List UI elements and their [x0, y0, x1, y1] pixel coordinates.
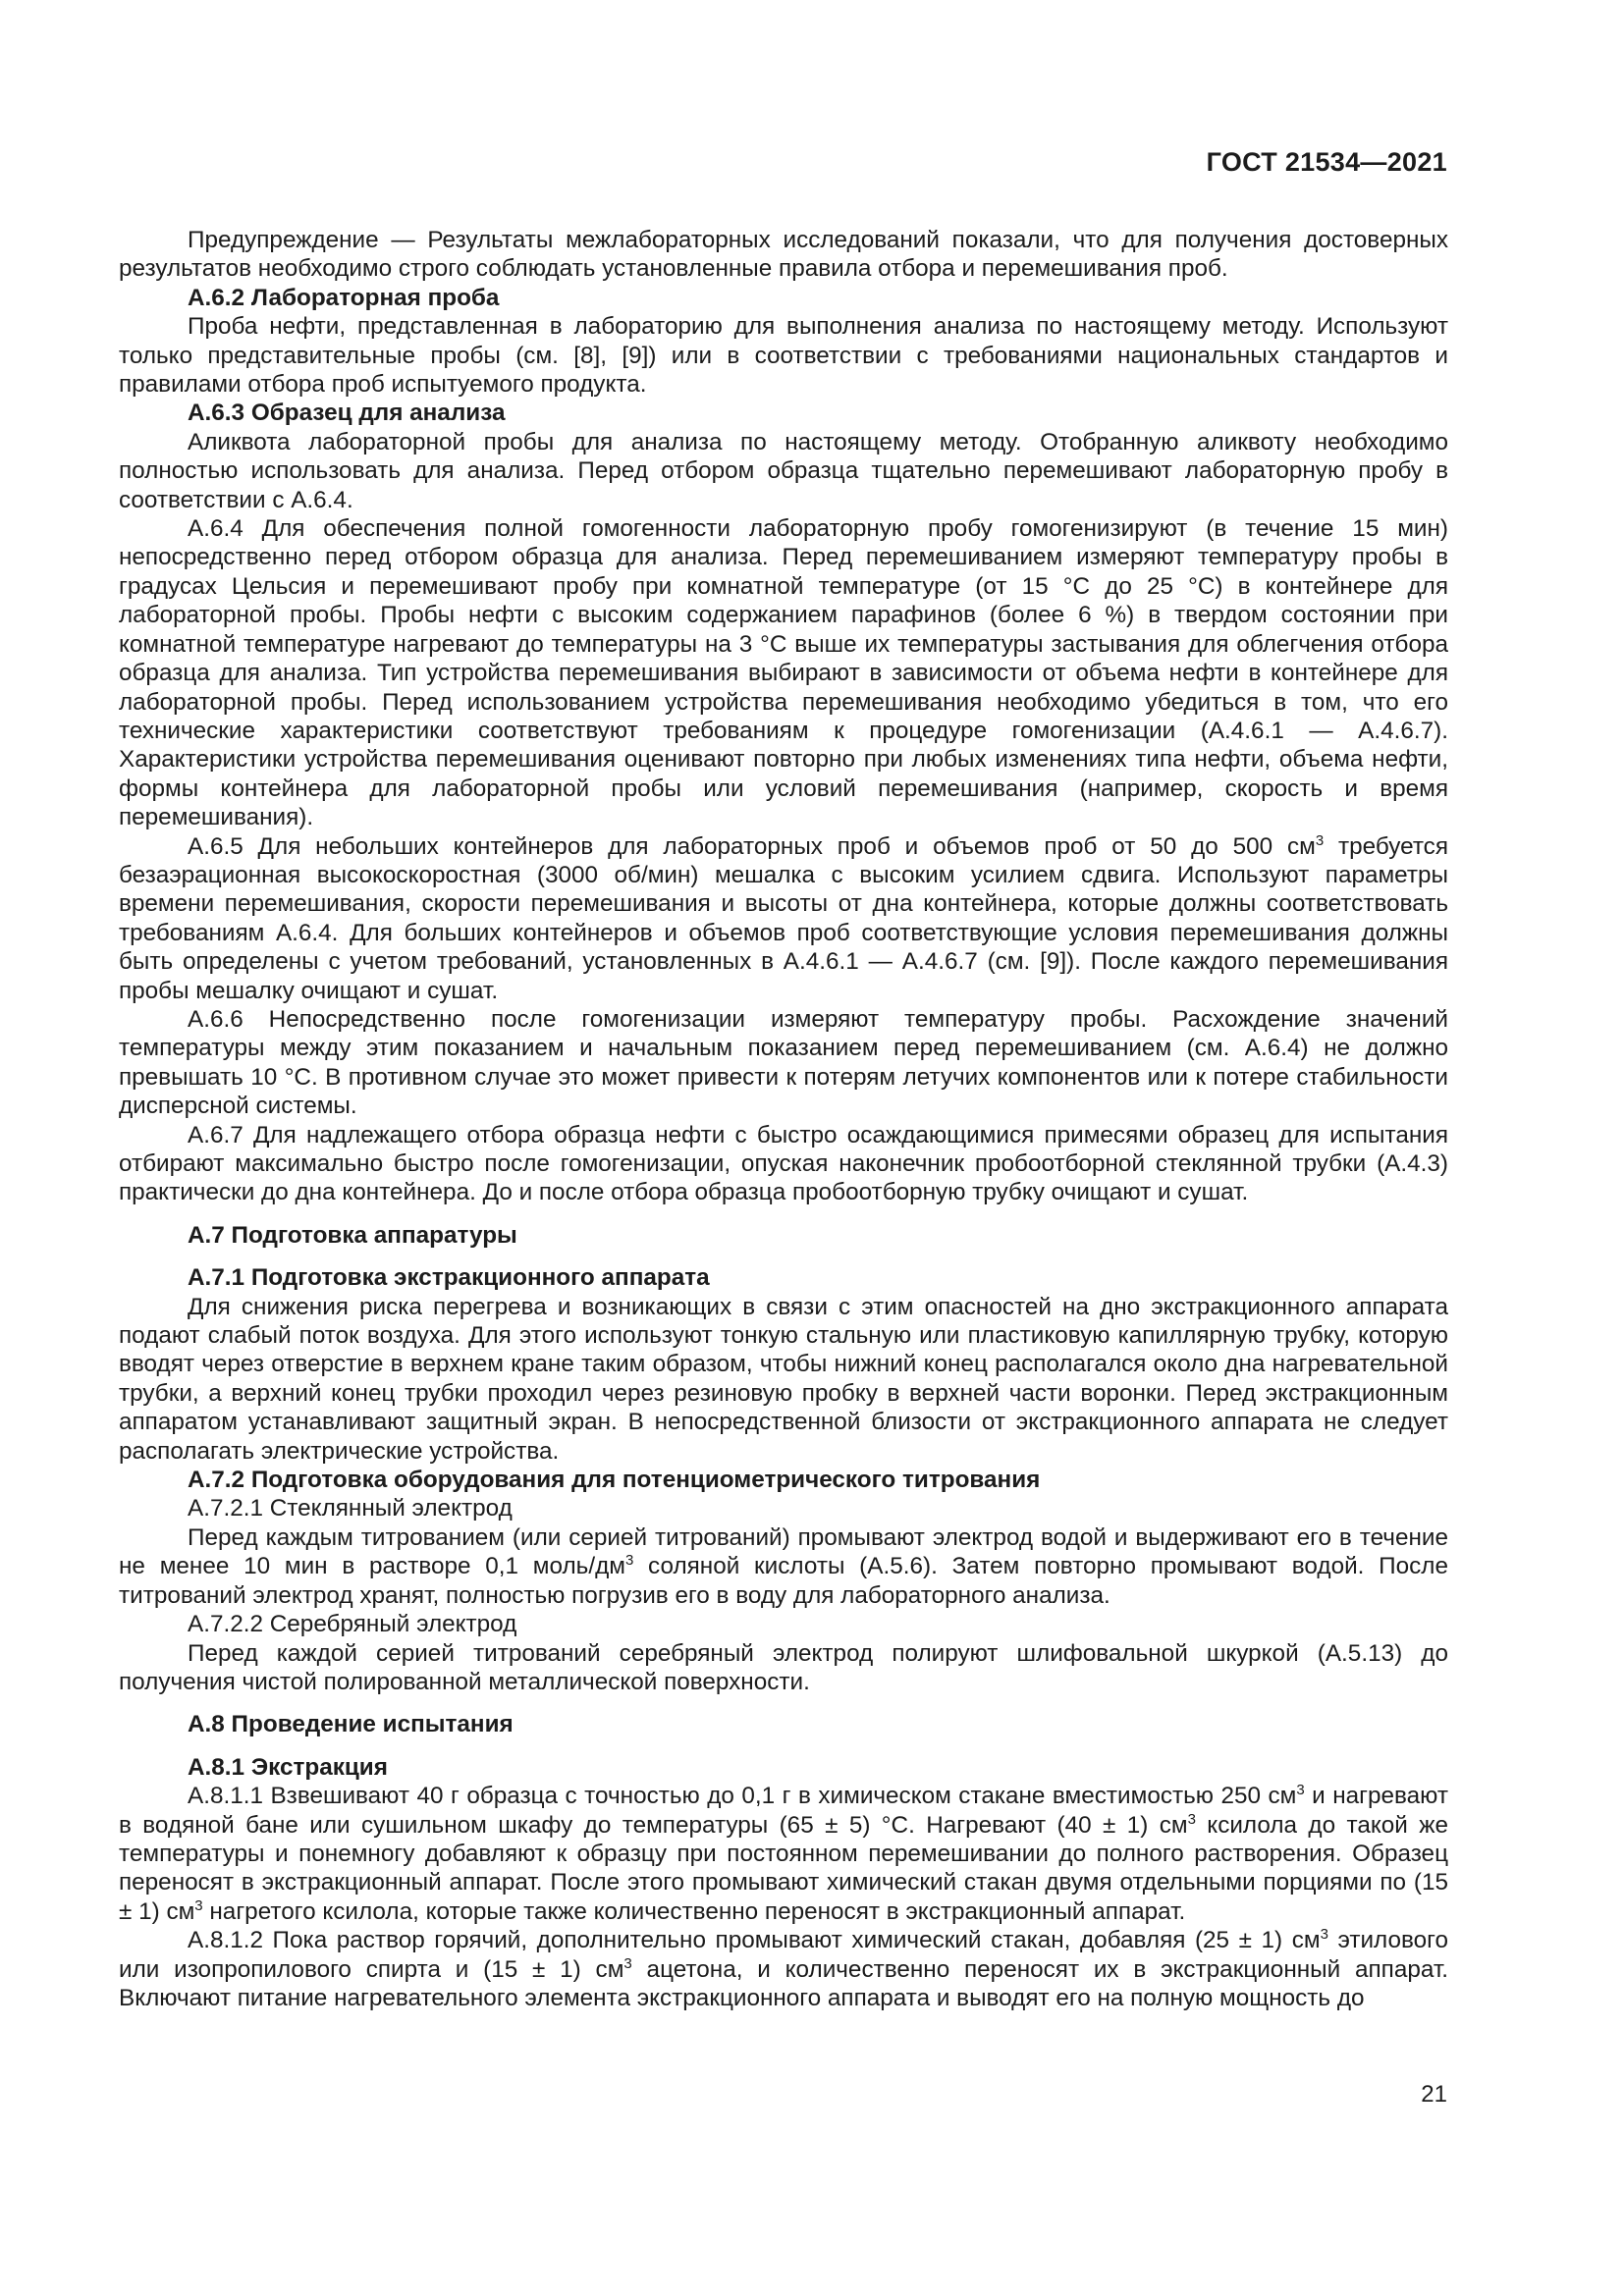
text-run: нагретого ксилола, которые также количественно переносят в экстракционный аппарат. [202, 1897, 1186, 1925]
page-number: 21 [1421, 2081, 1447, 2108]
superscript: 3 [624, 1552, 634, 1570]
heading-a-8-1: А.8.1 Экстракция [188, 1753, 388, 1781]
text-run: этилового или изопропилового спирта и (15 ± 1) см [119, 1927, 1448, 1983]
paragraph-a-7-1: Для снижения риска перегрева и возникающих в связи с этим опасностей на дно экстракционного аппарата подают слабый поток воздуха. Для этого используют тонкую стальную или пластиковую капиллярную трубку, которую вводят через отверстие в верхнем кране таким образом, чтобы нижний конец располагался около дна нагревательной трубки, а верхний конец трубки проходил через резиновую пробку в верхней части воронки. Перед экстракционным аппаратом устанавливают защитный экран. В непосредственной близости от экстракционного аппарата не следует располагать электрические устройства. [119, 1293, 1448, 1465]
text-run: А.6.5 Для небольших контейнеров для лабораторных проб и объемов проб от 50 до 500 см [188, 832, 1316, 860]
paragraph-a-6-2: Проба нефти, представленная в лабораторию для выполнения анализа по настоящему методу. Используют только представительные пробы (см. [8], [9]) или в соответствии с требованиями национальных стандартов и правилами отбора проб испытуемого продукта. [119, 313, 1448, 399]
document-number: ГОСТ 21534—2021 [1206, 147, 1447, 177]
superscript: 3 [194, 1896, 203, 1914]
paragraph-a-8-1-1 [119, 1782, 1448, 1926]
warning-paragraph: Предупреждение — Результаты межлабораторных исследований показали, что для получения достоверных результатов необходимо строго соблюдать установленные правила отбора и перемешивания проб. [119, 227, 1448, 283]
text-run: соляной кислоты (А.5.6). Затем повторно промывают водой. После титрований электрод хранят, полностью погрузив его в воду для лабораторного анализа. [119, 1553, 1448, 1609]
paragraph-a-7-2-1 [119, 1523, 1448, 1610]
heading-a-6-2: А.6.2 Лабораторная проба [188, 284, 500, 311]
superscript: 3 [1320, 1926, 1328, 1944]
text-run: ксилола до такой же температуры и понемногу добавляют к образцу при постоянном перемешивании до полного растворения. Образец переносят в экстракционный аппарат. После этого промывают химический стакан двумя отдельными порциями по (15 ± 1) см [119, 1811, 1448, 1925]
paragraph-a-6-6: А.6.6 Непосредственно после гомогенизации измеряют температуру пробы. Расхождение значений температуры между этим показанием и начальным показанием перед перемешиванием (см. А.6.4) не должно превышать 10 °С. В противном случае это может привести к потерям летучих компонентов или к потере стабильности дисперсной системы. [119, 1005, 1448, 1120]
paragraph-a-6-5 [119, 832, 1448, 1005]
superscript: 3 [1315, 831, 1325, 849]
text-run: ацетона, и количественно переносят их в экстракционный аппарат. Включают питание нагревательного элемента экстракционного аппарата и выводят его на полную мощность до [119, 1955, 1449, 2011]
superscript: 3 [1187, 1810, 1196, 1828]
paragraph-a-7-2-2: Перед каждой серией титрований серебряный электрод полируют шлифовальной шкуркой (А.5.13) до получения чистой полированной металлической поверхности. [119, 1639, 1448, 1695]
subheading-a-7-2-2: А.7.2.2 Серебряный электрод [188, 1611, 517, 1638]
paragraph-a-6-4: А.6.4 Для обеспечения полной гомогенности лабораторную пробу гомогенизируют (в течение 15 мин) непосредственно перед отбором образца для анализа. Перед перемешиванием измеряют температуру пробы в градусах Цельсия и перемешивают пробу при комнатной температуре (от 15 °С до 25 °С) в контейнере для лабораторной пробы. Пробы нефти с высоким содержанием парафинов (более 6 %) в твердом состоянии при комнатной температуре нагревают до температуры на 3 °С выше их температуры застывания для облегчения отбора образца для анализа. Тип устройства перемешивания выбирают в зависимости от объема нефти в контейнере для лабораторной пробы. Перед использованием устройства перемешивания необходимо убедиться в том, что его технические характеристики соответствуют требованиям к процедуре гомогенизации (А.4.6.1 — А.4.6.7). Характеристики устройства перемешивания оценивают повторно при любых изменениях типа нефти, объема нефти, формы контейнера для лабораторной пробы или условий перемешивания (например, скорость и время перемешивания). [119, 515, 1448, 831]
document-body [119, 226, 1448, 2012]
paragraph-a-8-1-2 [119, 1926, 1448, 2012]
paragraph-a-6-3: Аликвота лабораторной пробы для анализа по настоящему методу. Отобранную аликвоту необходимо полностью использовать для анализа. Перед отбором образца тщательно перемешивают лабораторную пробу в соответствии с А.6.4. [119, 428, 1448, 513]
superscript: 3 [1296, 1782, 1305, 1799]
subheading-a-7-2-1: А.7.2.1 Стеклянный электрод [188, 1495, 513, 1522]
text-run: А.8.1.2 Пока раствор горячий, дополнительно промывают химический стакан, добавляя (25 ± 1) см [188, 1927, 1321, 1954]
paragraph-a-6-7: А.6.7 Для надлежащего отбора образца нефти с быстро осаждающимися примесями образец для испытания отбирают максимально быстро после гомогенизации, опуская наконечник пробоотборной стеклянной трубки (А.4.3) практически до дна контейнера. До и после отбора образца пробоотборную трубку очищают и сушат. [119, 1121, 1448, 1206]
text-run: Перед каждым титрованием (или серией титрований) промывают электрод водой и выдерживают его в течение не менее 10 мин в растворе 0,1 моль/дм [119, 1523, 1448, 1580]
heading-a-6-3: А.6.3 Образец для анализа [188, 400, 506, 427]
text-run: и нагревают в водяной бане или сушильном шкафу до температуры (65 ± 5) °С. Нагревают (40 ± 1) см [119, 1783, 1449, 1839]
heading-a-7-1: А.7.1 Подготовка экстракционного аппарата [188, 1264, 710, 1292]
text-run: требуется безаэрационная высокоскоростная (3000 об/мин) мешалка с высоким усилием сдвига. Используют параметры времени перемешивания, скорости перемешивания и высоты от дна контейнера, которые должны соответствовать требованиям А.6.4. Для больших контейнеров и объемов проб соответствующие условия перемешивания должны быть определены с учетом требований, установленных в А.4.6.1 — А.4.6.7 (см. [9]). После каждого перемешивания пробы мешалку очищают и сушат. [119, 832, 1448, 1004]
heading-a-7-2: А.7.2 Подготовка оборудования для потенциометрического титрования [188, 1467, 1041, 1494]
text-run: А.8.1.1 Взвешивают 40 г образца с точностью до 0,1 г в химическом стакане вместимостью 250 см [188, 1783, 1297, 1810]
superscript: 3 [623, 1954, 632, 1972]
heading-a-7: А.7 Подготовка аппаратуры [188, 1221, 517, 1249]
heading-a-8: А.8 Проведение испытания [188, 1711, 514, 1738]
